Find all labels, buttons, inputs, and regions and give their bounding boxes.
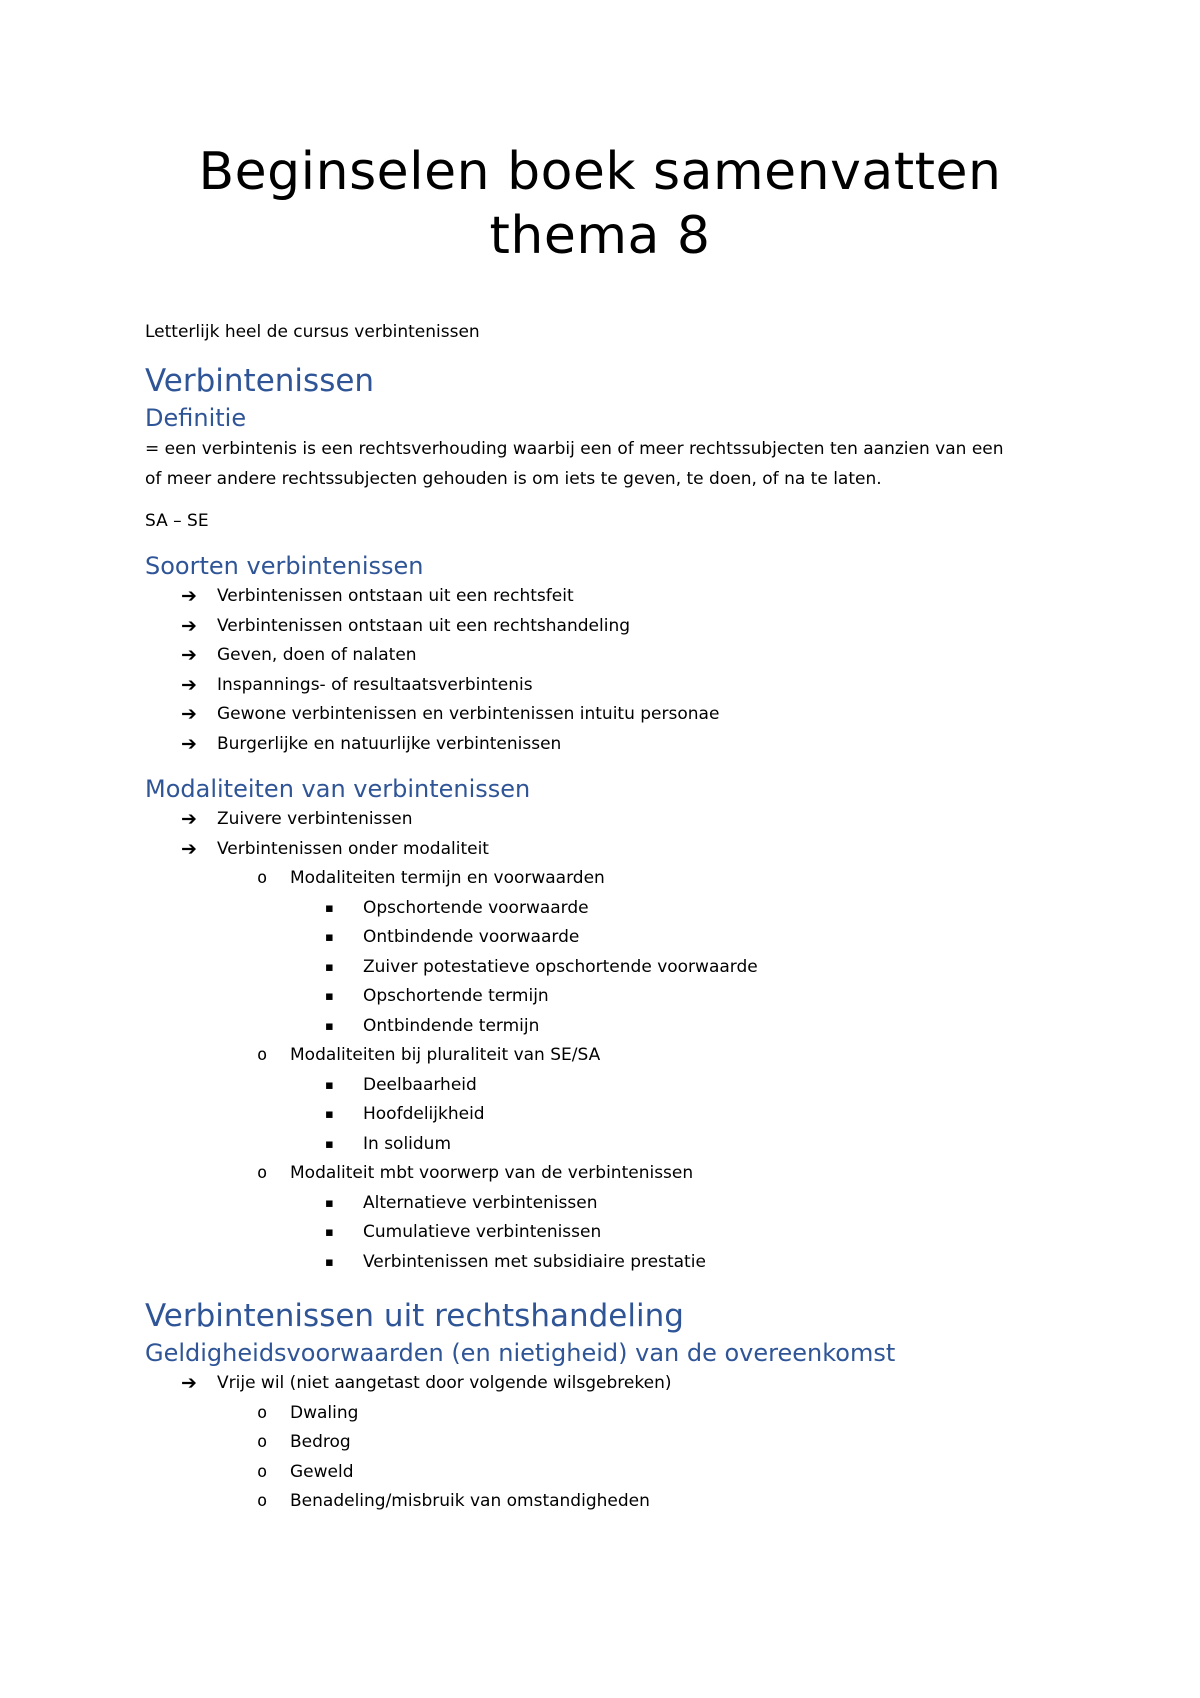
- arrow-bullet-icon: ➔: [181, 614, 197, 637]
- square-bullet-icon: ▪: [325, 1136, 334, 1152]
- list-item: o Modaliteiten termijn en voorwaarden: [145, 864, 1055, 894]
- list-item: ▪ Opschortende voorwaarde: [145, 894, 1055, 924]
- list-item: ➔ Burgerlijke en natuurlijke verbintenissen: [145, 730, 1055, 760]
- document-page: [145, 140, 1055, 1517]
- heading-soorten: Soorten verbintenissen: [145, 552, 424, 580]
- arrow-bullet-icon: ➔: [181, 1372, 197, 1394]
- list-item: ➔ Verbintenissen ontstaan uit een rechtshandeling: [145, 612, 1055, 642]
- list-item: ➔ Verbintenissen onder modaliteit: [145, 835, 1055, 865]
- list-item: ▪ Verbintenissen met subsidiaire prestatie: [145, 1248, 1055, 1278]
- circle-bullet-icon: o: [257, 1163, 268, 1183]
- square-bullet-icon: ▪: [325, 959, 334, 975]
- geldigheid-list: [145, 1369, 1055, 1517]
- list-item: o Geweld: [145, 1458, 1055, 1488]
- list-item: ➔ Verbintenissen ontstaan uit een rechtsfeit: [145, 582, 1055, 612]
- square-bullet-icon: ▪: [325, 1107, 334, 1122]
- list-item: ▪ Ontbindende termijn: [145, 1012, 1055, 1042]
- square-bullet-icon: ▪: [325, 900, 334, 916]
- list-item: ▪ Alternatieve verbintenissen: [145, 1189, 1055, 1219]
- arrow-bullet-icon: ➔: [181, 673, 197, 696]
- square-bullet-icon: ▪: [325, 989, 334, 1004]
- list-item: ➔ Zuivere verbintenissen: [145, 805, 1055, 835]
- heading-verbintenissen: Verbintenissen: [145, 363, 375, 399]
- circle-bullet-icon: o: [257, 1461, 268, 1482]
- list-item: ➔ Inspannings- of resultaatsverbintenis: [145, 671, 1055, 701]
- arrow-bullet-icon: ➔: [181, 808, 197, 830]
- list-item: o Benadeling/misbruik van omstandigheden: [145, 1487, 1055, 1517]
- square-bullet-icon: ▪: [325, 1254, 334, 1270]
- list-item: ➔ Geven, doen of nalaten: [145, 641, 1055, 671]
- list-item: o Modaliteiten bij pluraliteit van SE/SA: [145, 1041, 1055, 1071]
- circle-bullet-icon: o: [257, 1432, 268, 1452]
- definition-line-1: = een verbintenis is een rechtsverhouding waarbij een of meer rechtssubjecten ten aanzien van een: [145, 439, 1004, 459]
- circle-bullet-icon: o: [257, 1045, 268, 1065]
- heading-modaliteiten: Modaliteiten van verbintenissen: [145, 775, 531, 803]
- modaliteiten-list: [145, 805, 1055, 1277]
- arrow-bullet-icon: ➔: [181, 585, 197, 607]
- list-item: o Dwaling: [145, 1399, 1055, 1429]
- list-item: ▪ Ontbindende voorwaarde: [145, 923, 1055, 953]
- arrow-bullet-icon: ➔: [181, 703, 197, 725]
- square-bullet-icon: ▪: [325, 1225, 334, 1240]
- list-item: ➔ Gewone verbintenissen en verbintenissen intuitu personae: [145, 700, 1055, 730]
- title-line-2: thema 8: [489, 206, 711, 266]
- list-item: ▪ Opschortende termijn: [145, 982, 1055, 1012]
- title-line-1: Beginselen boek samenvatten: [198, 142, 1002, 202]
- arrow-bullet-icon: ➔: [181, 837, 197, 860]
- list-item: o Bedrog: [145, 1428, 1055, 1458]
- list-item: ▪ In solidum: [145, 1130, 1055, 1160]
- arrow-bullet-icon: ➔: [181, 732, 197, 755]
- list-item: ▪ Hoofdelijkheid: [145, 1100, 1055, 1130]
- heading-geldigheidsvoorwaarden: Geldigheidsvoorwaarden (en nietigheid) van de overeenkomst: [145, 1339, 896, 1367]
- sa-se-text: SA – SE: [145, 511, 209, 531]
- heading-verbintenissen-uit-rechtshandeling: Verbintenissen uit rechtshandeling: [145, 1298, 684, 1334]
- circle-bullet-icon: o: [257, 1491, 268, 1511]
- square-bullet-icon: ▪: [325, 1195, 334, 1211]
- list-item: ➔ Vrije wil (niet aangetast door volgende wilsgebreken): [145, 1369, 1055, 1399]
- list-item: ▪ Deelbaarheid: [145, 1071, 1055, 1101]
- square-bullet-icon: ▪: [325, 1018, 334, 1034]
- circle-bullet-icon: o: [257, 1402, 268, 1423]
- arrow-bullet-icon: ➔: [181, 644, 197, 666]
- list-item: ▪ Cumulatieve verbintenissen: [145, 1218, 1055, 1248]
- heading-definitie: Definitie: [145, 404, 247, 432]
- list-item: o Modaliteit mbt voorwerp van de verbintenissen: [145, 1159, 1055, 1189]
- circle-bullet-icon: o: [257, 868, 268, 888]
- intro-text: Letterlijk heel de cursus verbintenissen: [145, 322, 480, 342]
- document-title: [145, 140, 1055, 268]
- square-bullet-icon: ▪: [325, 1077, 334, 1093]
- list-item: ▪ Zuiver potestatieve opschortende voorwaarde: [145, 953, 1055, 983]
- soorten-list: [145, 582, 1055, 759]
- square-bullet-icon: ▪: [325, 930, 334, 945]
- definition-text: [145, 434, 1055, 494]
- definition-line-2: of meer andere rechtssubjecten gehouden is om iets te geven, te doen, of na te laten.: [145, 469, 882, 489]
